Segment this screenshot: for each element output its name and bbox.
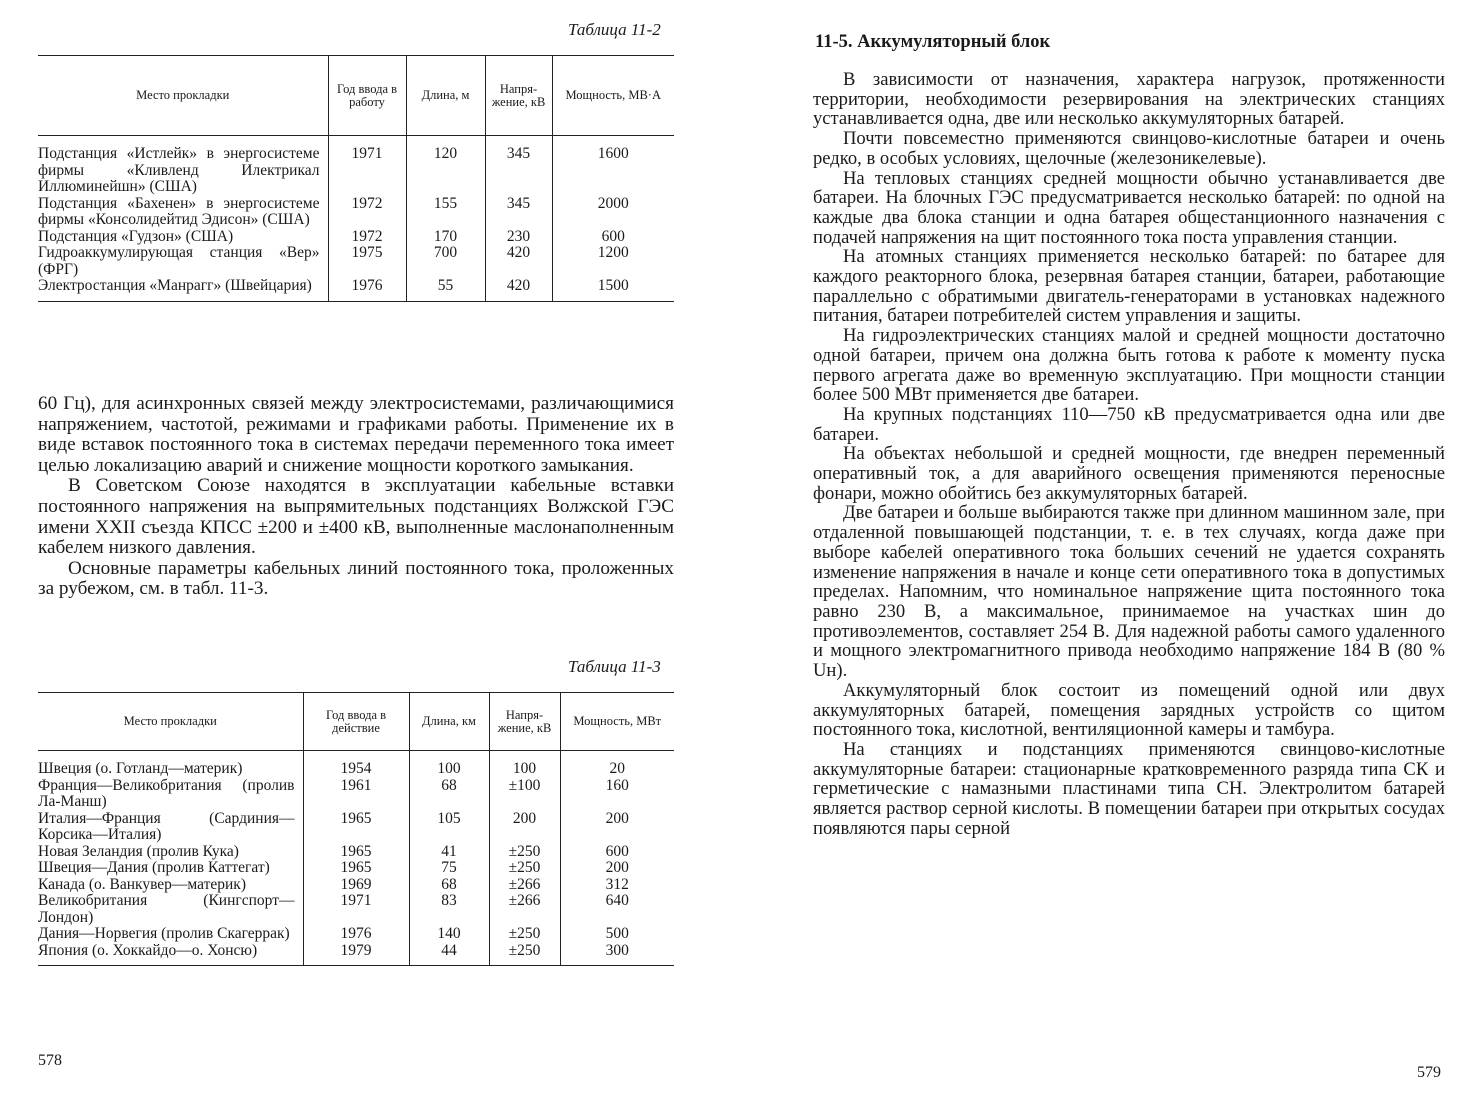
paragraph: На атомных станциях применяется несколько батарей: по батарее для каждого реакторного блока, резервная батарея станции, батареи, работающие параллельно с обратимыми двигатель-генераторами в установках надежного питания, батареи потребителей систем управления и защиты. xyxy=(813,246,1445,327)
cell-power: 2000 xyxy=(552,196,674,229)
cell-place: Франция—Великобритания (пролив Ла-Манш) xyxy=(38,776,295,810)
cell-voltage: ±266 xyxy=(489,893,560,926)
paragraph: Основные параметры кабельных линий постоянного тока, проложенных за рубежом, см. в табл. 11-3. xyxy=(38,557,674,600)
cell-voltage: 345 xyxy=(485,136,552,196)
cell-year: 1961 xyxy=(303,778,409,811)
paragraph: На станциях и подстанциях применяются свинцово-кислотные аккумуляторные батареи: стационарные кратковременного разряда типа СК и герметические с намазными пластинами типа СН. Электролитом батарей является раствор серной кислоты. В помещении батареи при открытых сосудах появляются пары серной xyxy=(813,738,1445,839)
cell-power: 1200 xyxy=(552,245,674,278)
cell-voltage: ±250 xyxy=(489,926,560,943)
table-header-year: Год ввода в действие xyxy=(303,693,409,751)
cell-place: Великобритания (Кингспорт—Лондон) xyxy=(38,892,295,926)
paragraph: На тепловых станциях средней мощности обычно устанавливается две батареи. На блочных ГЭС предусматривается несколько батарей: по одной на каждые два блока станции и одна батарея общестанционного назначения с подачей напряжения на щит постоянного тока поста управления станции. xyxy=(813,167,1445,248)
cell-place: Дания—Норвегия (пролив Скагеррак) xyxy=(38,925,290,942)
cell-voltage: 200 xyxy=(489,811,560,844)
cell-length: 44 xyxy=(409,943,489,966)
page-number: 578 xyxy=(38,1052,62,1069)
cell-power: 160 xyxy=(560,778,674,811)
cell-voltage: 420 xyxy=(485,278,552,301)
right-body-text xyxy=(813,70,1445,838)
paragraph: Почти повсеместно применяются свинцово-кислотные батареи и очень редко, в особых условиях, щелочные (железоникелевые). xyxy=(813,128,1445,169)
table-11-3 xyxy=(38,692,674,966)
table-row xyxy=(38,136,674,196)
table-row xyxy=(38,778,674,811)
cell-voltage: 345 xyxy=(485,196,552,229)
cell-power: 200 xyxy=(560,811,674,844)
paragraph: Аккумуляторный блок состоит из помещений одной или двух аккумуляторных батарей, помещения зарядных устройств со щитом постоянного тока, кислотной, вентиляционной камеры и тамбура. xyxy=(813,679,1445,741)
cell-year: 1965 xyxy=(303,844,409,861)
cell-power: 1500 xyxy=(552,278,674,301)
cell-year: 1971 xyxy=(303,893,409,926)
paragraph: В зависимости от назначения, характера нагрузок, протяженности территории, необходимости резервирования на электрических станциях устанавливается одна, две или несколько аккумуляторных батарей. xyxy=(813,69,1445,130)
cell-year: 1972 xyxy=(328,229,406,246)
table-header-year: Год ввода в работу xyxy=(328,56,406,136)
left-body-text xyxy=(38,394,674,600)
cell-power: 640 xyxy=(560,893,674,926)
cell-place: Швеция—Дания (пролив Каттегат) xyxy=(38,859,270,876)
paragraph: На гидроэлектрических станциях малой и средней мощности достаточно одной батареи, причем она должна быть готова к работе к моменту пуска первого агрегата даже во временную эксплуатацию. При мощности станции более 500 МВт применяется две батареи. xyxy=(813,325,1445,406)
paragraph: На объектах небольшой и средней мощности, где внедрен переменный оперативный ток, а для аварийного освещения применяются переносные фонари, можно обойтись без аккумуляторных батарей. xyxy=(813,443,1445,504)
section-heading: 11-5. Аккумуляторный блок xyxy=(815,32,1051,52)
table-row xyxy=(38,860,674,877)
cell-length: 68 xyxy=(409,778,489,811)
cell-length: 100 xyxy=(409,751,489,778)
cell-voltage: 420 xyxy=(485,245,552,278)
table-row xyxy=(38,278,674,301)
table-11-2 xyxy=(38,55,674,302)
cell-place: Гидроаккумулирующая станция «Вер» (ФРГ) xyxy=(38,244,320,278)
cell-length: 155 xyxy=(406,196,485,229)
cell-place: Италия—Франция (Сардиния—Корсика—Италия) xyxy=(38,809,295,843)
table-row xyxy=(38,877,674,894)
cell-power: 600 xyxy=(560,844,674,861)
cell-length: 105 xyxy=(409,811,489,844)
cell-power: 1600 xyxy=(552,136,674,196)
cell-year: 1972 xyxy=(328,196,406,229)
cell-length: 68 xyxy=(409,877,489,894)
cell-place: Новая Зеландия (пролив Кука) xyxy=(38,842,239,860)
cell-length: 170 xyxy=(406,229,485,246)
paragraph: В Советском Союзе находятся в эксплуатации кабельные вставки постоянного напряжения на выпрямительных подстанциях Волжской ГЭС имени XXII съезда КПСС ±200 и ±400 кВ, выполненные маслонаполненным кабелем низкого давления. xyxy=(38,475,674,559)
table-header-place: Место прокладки xyxy=(38,693,303,751)
cell-year: 1965 xyxy=(303,860,409,877)
table-header-power: Мощность, МВт xyxy=(560,693,674,751)
paragraph: На крупных подстанциях 110—750 кВ предусматривается одна или две батареи. xyxy=(813,403,1445,445)
table-row xyxy=(38,844,674,861)
cell-voltage: ±250 xyxy=(489,860,560,877)
table-row xyxy=(38,926,674,943)
cell-power: 20 xyxy=(560,751,674,778)
cell-place: Подстанция «Гудзон» (США) xyxy=(38,227,234,245)
cell-length: 120 xyxy=(406,136,485,196)
left-page xyxy=(0,0,720,1100)
table-header-voltage: Напря-жение, кВ xyxy=(489,693,560,751)
cell-place: Канада (о. Ванкувер—материк) xyxy=(38,875,246,893)
cell-year: 1965 xyxy=(303,811,409,844)
table-header-place: Место прокладки xyxy=(38,56,328,136)
table-11-3-caption: Таблица 11-3 xyxy=(568,657,661,676)
cell-voltage: 100 xyxy=(489,751,560,778)
table-header-length: Длина, м xyxy=(406,56,485,136)
cell-length: 55 xyxy=(406,278,485,301)
table-row xyxy=(38,943,674,966)
cell-power: 200 xyxy=(560,860,674,877)
table-header-power: Мощность, МВ·А xyxy=(552,56,674,136)
cell-power: 300 xyxy=(560,943,674,966)
cell-length: 41 xyxy=(409,844,489,861)
table-row xyxy=(38,196,674,229)
table-11-2-caption: Таблица 11-2 xyxy=(568,20,661,39)
cell-length: 140 xyxy=(409,926,489,943)
table-row xyxy=(38,811,674,844)
cell-power: 312 xyxy=(560,877,674,894)
cell-power: 600 xyxy=(552,229,674,246)
cell-year: 1976 xyxy=(303,926,409,943)
cell-year: 1975 xyxy=(328,245,406,278)
cell-year: 1979 xyxy=(303,943,409,966)
table-row xyxy=(38,245,674,278)
cell-voltage: ±250 xyxy=(489,943,560,966)
table-row xyxy=(38,893,674,926)
cell-length: 75 xyxy=(409,860,489,877)
cell-power: 500 xyxy=(560,926,674,943)
cell-year: 1969 xyxy=(303,877,409,894)
table-header-length: Длина, км xyxy=(409,693,489,751)
paragraph: 60 Гц), для асинхронных связей между электросистемами, различающимися напряжением, частотой, режимами и графиками работы. Применение их в виде вставок постоянного тока в системах передачи переменного тока имеет целью локализацию аварий и снижение мощности короткого замыкания. xyxy=(38,393,674,476)
cell-length: 700 xyxy=(406,245,485,278)
table-header-voltage: Напря-жение, кВ xyxy=(485,56,552,136)
cell-year: 1954 xyxy=(303,751,409,778)
cell-voltage: ±266 xyxy=(489,877,560,894)
cell-voltage: ±250 xyxy=(489,844,560,861)
paragraph: Две батареи и больше выбираются также при длинном машинном зале, при отдаленной повышающей подстанции, т. е. в тех случаях, когда даже при выборе кабелей оперативного тока больших сечений не удается сохранять изменение напряжения в начале и конце сети оперативного тока в допустимых пределах. Напомним, что номинальное напряжение щита постоянного тока равно 230 В, а максимальное, принимаемое на участках шин до противоэлементов, составляет 254 В. Для надежной работы самого удаленного и мощного электромагнитного привода необходимо напряжение 184 В (80 % Uн). xyxy=(813,502,1445,682)
cell-year: 1971 xyxy=(328,136,406,196)
table-row xyxy=(38,751,674,778)
cell-length: 83 xyxy=(409,893,489,926)
cell-voltage: ±100 xyxy=(489,778,560,811)
table-row xyxy=(38,229,674,246)
page-number: 579 xyxy=(1417,1064,1441,1081)
right-page xyxy=(737,0,1475,1100)
cell-place: Япония (о. Хоккайдо—о. Хонсю) xyxy=(38,943,303,966)
cell-place: Электростанция «Манрагг» (Швейцария) xyxy=(38,278,328,301)
cell-voltage: 230 xyxy=(485,229,552,246)
cell-place: Швеция (о. Готланд—материк) xyxy=(38,760,243,777)
cell-year: 1976 xyxy=(328,278,406,301)
cell-place: Подстанция «Бахенен» в энергосистеме фирмы «Консолидейтид Эдисон» (США) xyxy=(38,194,320,228)
cell-place: Подстанция «Истлейк» в энергосистеме фирмы «Кливленд Илектрикал Иллюминейшн» (США) xyxy=(38,145,320,195)
